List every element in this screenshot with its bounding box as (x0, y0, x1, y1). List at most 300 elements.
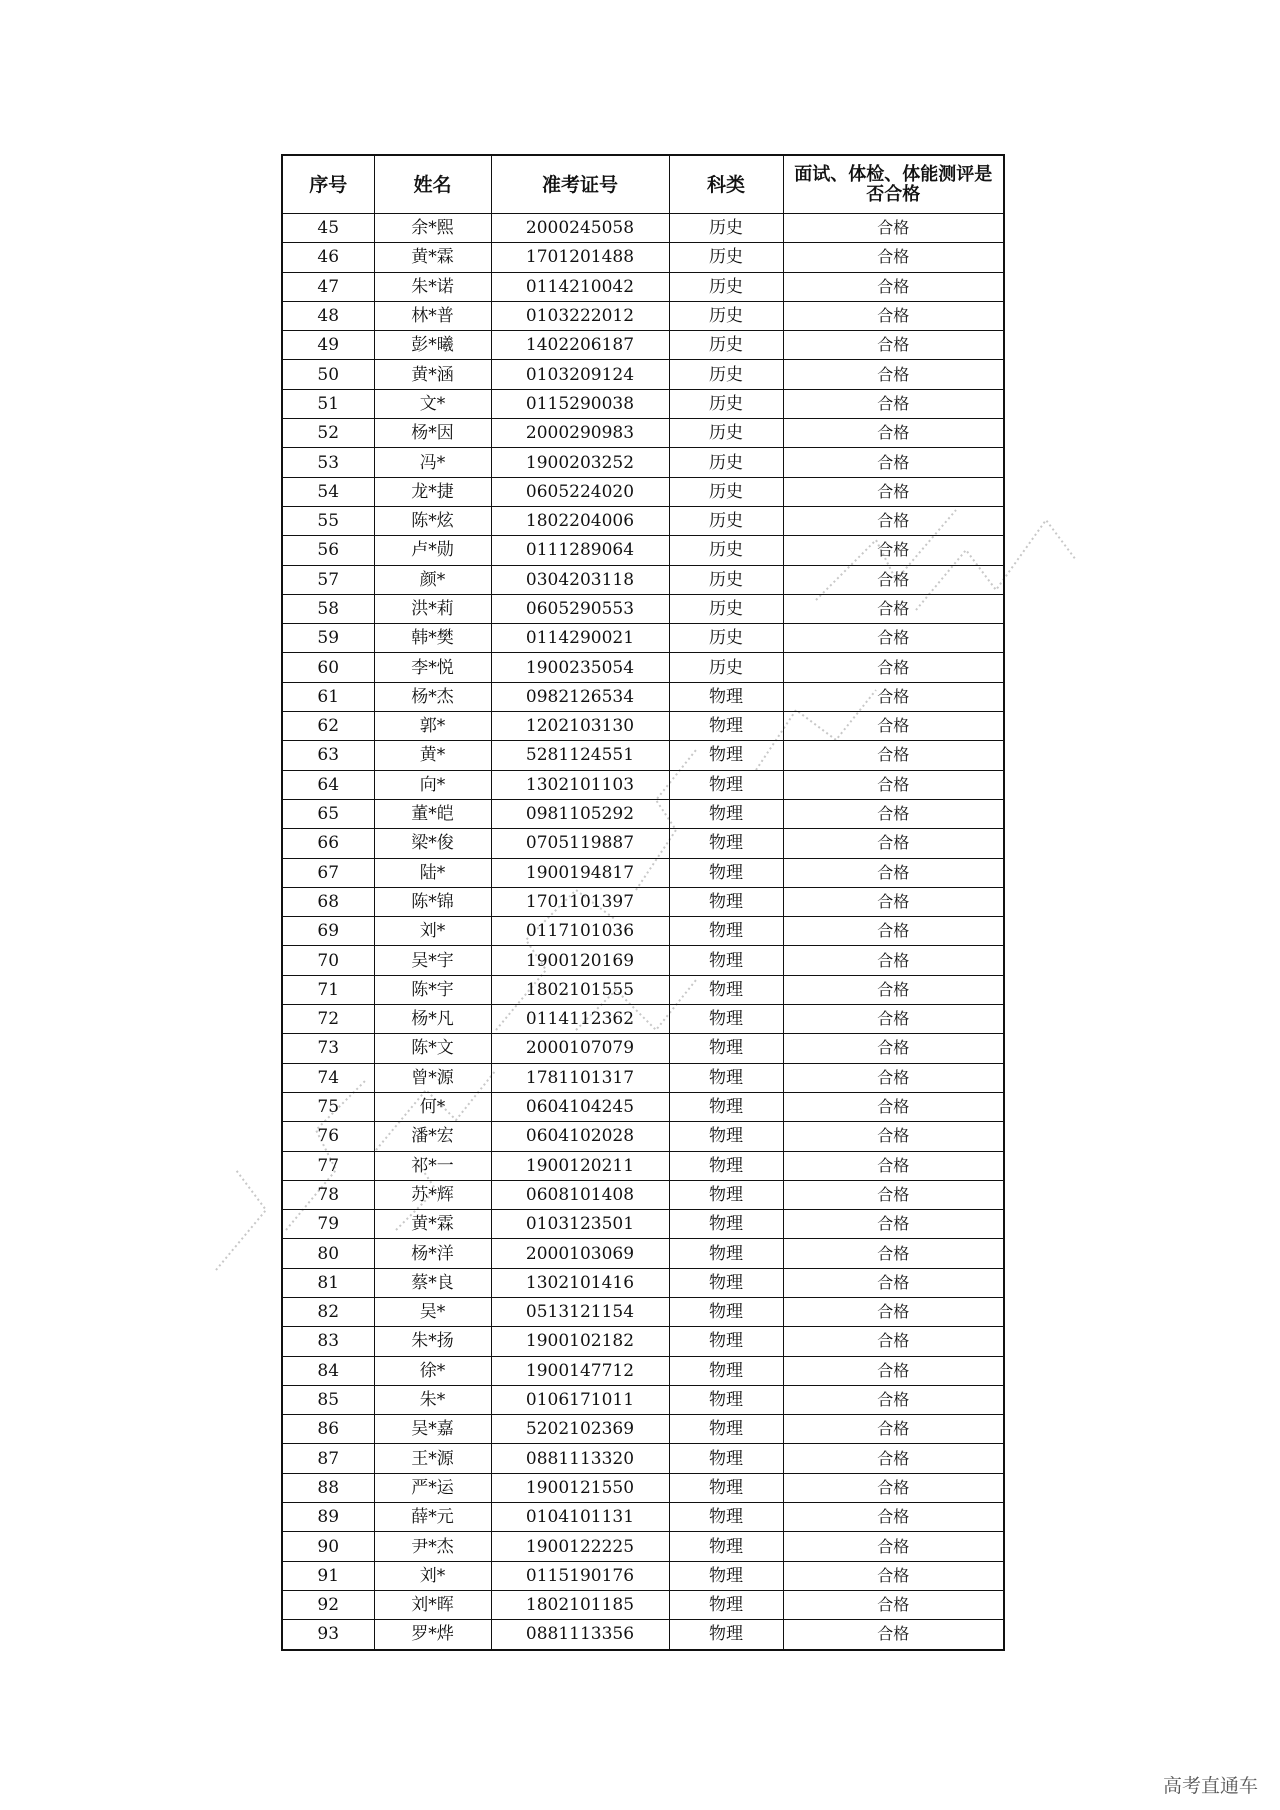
cell-exam-id: 1900147712 (491, 1356, 669, 1385)
cell-result: 合格 (783, 1503, 1004, 1532)
cell-exam-id: 5202102369 (491, 1415, 669, 1444)
cell-result: 合格 (783, 624, 1004, 653)
cell-subject: 物理 (669, 741, 783, 770)
cell-result: 合格 (783, 1385, 1004, 1414)
cell-subject: 物理 (669, 1444, 783, 1473)
cell-exam-id: 0982126534 (491, 682, 669, 711)
cell-result: 合格 (783, 1356, 1004, 1385)
table-row (282, 301, 1004, 330)
cell-result: 合格 (783, 301, 1004, 330)
cell-subject: 历史 (669, 419, 783, 448)
table-row (282, 887, 1004, 916)
table-row (282, 624, 1004, 653)
cell-exam-id: 1302101416 (491, 1268, 669, 1297)
cell-subject: 物理 (669, 917, 783, 946)
cell-result: 合格 (783, 1561, 1004, 1590)
cell-result: 合格 (783, 506, 1004, 535)
cell-name: 黄*霖 (374, 243, 491, 272)
table-row (282, 829, 1004, 858)
table-row (282, 565, 1004, 594)
cell-result: 合格 (783, 917, 1004, 946)
cell-exam-id: 0117101036 (491, 917, 669, 946)
cell-name: 杨*凡 (374, 1005, 491, 1034)
cell-result: 合格 (783, 1415, 1004, 1444)
cell-index: 84 (282, 1356, 374, 1385)
table-row (282, 1356, 1004, 1385)
cell-exam-id: 1802204006 (491, 506, 669, 535)
table-row (282, 1268, 1004, 1297)
cell-exam-id: 2000103069 (491, 1239, 669, 1268)
cell-index: 48 (282, 301, 374, 330)
cell-index: 75 (282, 1092, 374, 1121)
cell-name: 郭* (374, 712, 491, 741)
cell-subject: 物理 (669, 799, 783, 828)
cell-subject: 历史 (669, 506, 783, 535)
cell-subject: 物理 (669, 1385, 783, 1414)
cell-index: 52 (282, 419, 374, 448)
cell-index: 86 (282, 1415, 374, 1444)
cell-name: 洪*莉 (374, 594, 491, 623)
cell-index: 91 (282, 1561, 374, 1590)
cell-index: 50 (282, 360, 374, 389)
cell-result: 合格 (783, 594, 1004, 623)
cell-subject: 物理 (669, 975, 783, 1004)
table-row (282, 1620, 1004, 1650)
footer-brand: 高考直通车 (1162, 1775, 1258, 1797)
cell-exam-id: 1701201488 (491, 243, 669, 272)
cell-name: 何* (374, 1092, 491, 1121)
cell-index: 80 (282, 1239, 374, 1268)
table-header-row (282, 155, 1004, 214)
table-row (282, 653, 1004, 682)
cell-name: 黄* (374, 741, 491, 770)
cell-index: 72 (282, 1005, 374, 1034)
cell-result: 合格 (783, 243, 1004, 272)
table-row (282, 477, 1004, 506)
table-row (282, 946, 1004, 975)
cell-result: 合格 (783, 829, 1004, 858)
table-row (282, 741, 1004, 770)
cell-name: 冯* (374, 448, 491, 477)
cell-name: 梁*俊 (374, 829, 491, 858)
table-row (282, 1444, 1004, 1473)
cell-exam-id: 0981105292 (491, 799, 669, 828)
table-row (282, 1415, 1004, 1444)
cell-subject: 历史 (669, 477, 783, 506)
table-row (282, 536, 1004, 565)
cell-exam-id: 1202103130 (491, 712, 669, 741)
cell-name: 薛*元 (374, 1503, 491, 1532)
cell-name: 林*普 (374, 301, 491, 330)
cell-name: 黄*涵 (374, 360, 491, 389)
cell-subject: 物理 (669, 712, 783, 741)
cell-name: 卢*勋 (374, 536, 491, 565)
cell-subject: 物理 (669, 1620, 783, 1650)
cell-result: 合格 (783, 858, 1004, 887)
cell-result: 合格 (783, 1268, 1004, 1297)
cell-index: 61 (282, 682, 374, 711)
cell-exam-id: 1900235054 (491, 653, 669, 682)
cell-result: 合格 (783, 799, 1004, 828)
cell-exam-id: 0513121154 (491, 1297, 669, 1326)
table-row (282, 975, 1004, 1004)
cell-index: 55 (282, 506, 374, 535)
cell-subject: 物理 (669, 1590, 783, 1619)
table-row (282, 1297, 1004, 1326)
table-row (282, 682, 1004, 711)
table-row (282, 243, 1004, 272)
cell-result: 合格 (783, 741, 1004, 770)
cell-index: 76 (282, 1122, 374, 1151)
cell-name: 陈*锦 (374, 887, 491, 916)
table-row (282, 1063, 1004, 1092)
cell-subject: 物理 (669, 946, 783, 975)
cell-exam-id: 0115190176 (491, 1561, 669, 1590)
cell-index: 93 (282, 1620, 374, 1650)
table-row (282, 214, 1004, 243)
cell-subject: 历史 (669, 272, 783, 301)
cell-name: 董*皑 (374, 799, 491, 828)
cell-exam-id: 0115290038 (491, 389, 669, 418)
cell-exam-id: 1900102182 (491, 1327, 669, 1356)
cell-index: 69 (282, 917, 374, 946)
table-row (282, 419, 1004, 448)
table-row (282, 712, 1004, 741)
cell-subject: 历史 (669, 301, 783, 330)
cell-name: 严*运 (374, 1473, 491, 1502)
cell-exam-id: 2000245058 (491, 214, 669, 243)
cell-subject: 历史 (669, 565, 783, 594)
cell-result: 合格 (783, 770, 1004, 799)
cell-exam-id: 5281124551 (491, 741, 669, 770)
cell-index: 64 (282, 770, 374, 799)
cell-index: 92 (282, 1590, 374, 1619)
cell-exam-id: 1900194817 (491, 858, 669, 887)
table-row (282, 858, 1004, 887)
cell-name: 吴*宇 (374, 946, 491, 975)
cell-subject: 物理 (669, 1415, 783, 1444)
cell-name: 陈*宇 (374, 975, 491, 1004)
cell-index: 68 (282, 887, 374, 916)
cell-name: 龙*捷 (374, 477, 491, 506)
cell-index: 53 (282, 448, 374, 477)
cell-subject: 物理 (669, 1092, 783, 1121)
cell-name: 杨*洋 (374, 1239, 491, 1268)
cell-index: 82 (282, 1297, 374, 1326)
cell-subject: 物理 (669, 1297, 783, 1326)
header-subject: 科类 (669, 155, 783, 214)
cell-subject: 历史 (669, 331, 783, 360)
cell-result: 合格 (783, 1034, 1004, 1063)
cell-exam-id: 0104101131 (491, 1503, 669, 1532)
cell-index: 83 (282, 1327, 374, 1356)
cell-subject: 物理 (669, 1503, 783, 1532)
cell-index: 79 (282, 1210, 374, 1239)
cell-exam-id: 0103123501 (491, 1210, 669, 1239)
table-row (282, 331, 1004, 360)
cell-exam-id: 1900203252 (491, 448, 669, 477)
cell-index: 60 (282, 653, 374, 682)
cell-index: 90 (282, 1532, 374, 1561)
header-qualified: 面试、体检、体能测评是否合格 (783, 155, 1004, 214)
cell-name: 罗*烨 (374, 1620, 491, 1650)
cell-result: 合格 (783, 1620, 1004, 1650)
cell-index: 58 (282, 594, 374, 623)
cell-exam-id: 1900121550 (491, 1473, 669, 1502)
cell-subject: 物理 (669, 1210, 783, 1239)
cell-subject: 物理 (669, 1122, 783, 1151)
cell-index: 78 (282, 1180, 374, 1209)
cell-exam-id: 1900122225 (491, 1532, 669, 1561)
cell-name: 余*熙 (374, 214, 491, 243)
cell-exam-id: 1900120211 (491, 1151, 669, 1180)
header-index: 序号 (282, 155, 374, 214)
cell-exam-id: 0114210042 (491, 272, 669, 301)
cell-index: 71 (282, 975, 374, 1004)
cell-index: 56 (282, 536, 374, 565)
cell-name: 吴*嘉 (374, 1415, 491, 1444)
cell-exam-id: 0881113356 (491, 1620, 669, 1650)
cell-result: 合格 (783, 331, 1004, 360)
cell-subject: 物理 (669, 1532, 783, 1561)
cell-name: 朱*扬 (374, 1327, 491, 1356)
cell-exam-id: 1781101317 (491, 1063, 669, 1092)
cell-result: 合格 (783, 887, 1004, 916)
cell-index: 65 (282, 799, 374, 828)
cell-subject: 历史 (669, 360, 783, 389)
cell-name: 尹*杰 (374, 1532, 491, 1561)
cell-result: 合格 (783, 477, 1004, 506)
cell-result: 合格 (783, 653, 1004, 682)
cell-name: 陆* (374, 858, 491, 887)
cell-name: 向* (374, 770, 491, 799)
cell-index: 46 (282, 243, 374, 272)
cell-exam-id: 0106171011 (491, 1385, 669, 1414)
cell-name: 徐* (374, 1356, 491, 1385)
table-row (282, 272, 1004, 301)
cell-exam-id: 1302101103 (491, 770, 669, 799)
cell-subject: 物理 (669, 1005, 783, 1034)
cell-result: 合格 (783, 1297, 1004, 1326)
cell-subject: 物理 (669, 1561, 783, 1590)
cell-exam-id: 0881113320 (491, 1444, 669, 1473)
table-row (282, 1590, 1004, 1619)
cell-subject: 物理 (669, 858, 783, 887)
cell-result: 合格 (783, 360, 1004, 389)
cell-subject: 物理 (669, 1327, 783, 1356)
cell-subject: 物理 (669, 1268, 783, 1297)
cell-index: 66 (282, 829, 374, 858)
cell-name: 王*源 (374, 1444, 491, 1473)
cell-subject: 物理 (669, 829, 783, 858)
cell-name: 韩*樊 (374, 624, 491, 653)
table-row (282, 770, 1004, 799)
cell-exam-id: 1900120169 (491, 946, 669, 975)
cell-exam-id: 1802101185 (491, 1590, 669, 1619)
cell-result: 合格 (783, 1444, 1004, 1473)
header-exam-id: 准考证号 (491, 155, 669, 214)
cell-result: 合格 (783, 389, 1004, 418)
cell-exam-id: 0605290553 (491, 594, 669, 623)
cell-name: 颜* (374, 565, 491, 594)
cell-result: 合格 (783, 1532, 1004, 1561)
cell-name: 陈*文 (374, 1034, 491, 1063)
table-row (282, 1151, 1004, 1180)
cell-result: 合格 (783, 419, 1004, 448)
cell-result: 合格 (783, 682, 1004, 711)
cell-subject: 历史 (669, 448, 783, 477)
cell-result: 合格 (783, 1210, 1004, 1239)
table-row (282, 1327, 1004, 1356)
cell-index: 67 (282, 858, 374, 887)
table-row (282, 1092, 1004, 1121)
table-row (282, 799, 1004, 828)
cell-subject: 物理 (669, 1180, 783, 1209)
cell-index: 85 (282, 1385, 374, 1414)
cell-exam-id: 0103222012 (491, 301, 669, 330)
table-row (282, 1503, 1004, 1532)
cell-result: 合格 (783, 536, 1004, 565)
cell-name: 杨*因 (374, 419, 491, 448)
cell-subject: 物理 (669, 887, 783, 916)
cell-index: 74 (282, 1063, 374, 1092)
cell-subject: 物理 (669, 1034, 783, 1063)
cell-result: 合格 (783, 1327, 1004, 1356)
table-row (282, 389, 1004, 418)
table-row (282, 1180, 1004, 1209)
cell-name: 苏*辉 (374, 1180, 491, 1209)
cell-exam-id: 0604104245 (491, 1092, 669, 1121)
cell-result: 合格 (783, 1005, 1004, 1034)
table-row (282, 1473, 1004, 1502)
cell-name: 李*悦 (374, 653, 491, 682)
cell-exam-id: 0604102028 (491, 1122, 669, 1151)
cell-result: 合格 (783, 565, 1004, 594)
table-row (282, 448, 1004, 477)
cell-result: 合格 (783, 975, 1004, 1004)
cell-exam-id: 0605224020 (491, 477, 669, 506)
cell-index: 51 (282, 389, 374, 418)
cell-result: 合格 (783, 272, 1004, 301)
cell-exam-id: 0114112362 (491, 1005, 669, 1034)
table-row (282, 1385, 1004, 1414)
cell-index: 63 (282, 741, 374, 770)
cell-exam-id: 1802101555 (491, 975, 669, 1004)
cell-subject: 物理 (669, 1151, 783, 1180)
table-row (282, 1034, 1004, 1063)
cell-index: 70 (282, 946, 374, 975)
cell-exam-id: 2000290983 (491, 419, 669, 448)
cell-subject: 历史 (669, 536, 783, 565)
cell-subject: 物理 (669, 1063, 783, 1092)
cell-index: 45 (282, 214, 374, 243)
table-row (282, 1005, 1004, 1034)
cell-name: 刘*晖 (374, 1590, 491, 1619)
cell-subject: 历史 (669, 653, 783, 682)
cell-name: 朱*诺 (374, 272, 491, 301)
cell-name: 曾*源 (374, 1063, 491, 1092)
cell-exam-id: 0114290021 (491, 624, 669, 653)
table-body (282, 214, 1004, 1650)
cell-subject: 物理 (669, 770, 783, 799)
cell-name: 黄*霖 (374, 1210, 491, 1239)
cell-name: 朱* (374, 1385, 491, 1414)
cell-index: 81 (282, 1268, 374, 1297)
cell-result: 合格 (783, 1122, 1004, 1151)
cell-result: 合格 (783, 1473, 1004, 1502)
cell-exam-id: 0304203118 (491, 565, 669, 594)
cell-name: 陈*炫 (374, 506, 491, 535)
cell-name: 杨*杰 (374, 682, 491, 711)
cell-subject: 物理 (669, 682, 783, 711)
cell-index: 57 (282, 565, 374, 594)
cell-name: 祁*一 (374, 1151, 491, 1180)
table-row (282, 1210, 1004, 1239)
cell-result: 合格 (783, 712, 1004, 741)
cell-index: 88 (282, 1473, 374, 1502)
cell-exam-id: 1701101397 (491, 887, 669, 916)
cell-name: 文* (374, 389, 491, 418)
cell-result: 合格 (783, 1239, 1004, 1268)
cell-subject: 物理 (669, 1239, 783, 1268)
cell-exam-id: 1402206187 (491, 331, 669, 360)
cell-name: 刘* (374, 917, 491, 946)
cell-name: 吴* (374, 1297, 491, 1326)
cell-index: 49 (282, 331, 374, 360)
cell-subject: 历史 (669, 594, 783, 623)
cell-index: 62 (282, 712, 374, 741)
cell-name: 刘* (374, 1561, 491, 1590)
cell-index: 54 (282, 477, 374, 506)
table-row (282, 360, 1004, 389)
cell-index: 59 (282, 624, 374, 653)
cell-index: 87 (282, 1444, 374, 1473)
cell-name: 彭*曦 (374, 331, 491, 360)
cell-result: 合格 (783, 946, 1004, 975)
cell-result: 合格 (783, 1180, 1004, 1209)
cell-index: 89 (282, 1503, 374, 1532)
table-row (282, 917, 1004, 946)
cell-result: 合格 (783, 1063, 1004, 1092)
table-row (282, 1532, 1004, 1561)
cell-subject: 历史 (669, 243, 783, 272)
table-row (282, 506, 1004, 535)
cell-subject: 物理 (669, 1473, 783, 1502)
table-row (282, 1122, 1004, 1151)
header-name: 姓名 (374, 155, 491, 214)
cell-subject: 历史 (669, 214, 783, 243)
cell-result: 合格 (783, 1151, 1004, 1180)
cell-result: 合格 (783, 1590, 1004, 1619)
cell-subject: 历史 (669, 389, 783, 418)
table-row (282, 1561, 1004, 1590)
cell-result: 合格 (783, 448, 1004, 477)
cell-exam-id: 0111289064 (491, 536, 669, 565)
cell-exam-id: 0705119887 (491, 829, 669, 858)
cell-index: 47 (282, 272, 374, 301)
cell-exam-id: 2000107079 (491, 1034, 669, 1063)
cell-subject: 物理 (669, 1356, 783, 1385)
cell-exam-id: 0608101408 (491, 1180, 669, 1209)
cell-index: 77 (282, 1151, 374, 1180)
cell-subject: 历史 (669, 624, 783, 653)
cell-name: 蔡*良 (374, 1268, 491, 1297)
cell-result: 合格 (783, 214, 1004, 243)
table-row (282, 594, 1004, 623)
table-row (282, 1239, 1004, 1268)
results-table (281, 154, 1005, 1651)
cell-exam-id: 0103209124 (491, 360, 669, 389)
